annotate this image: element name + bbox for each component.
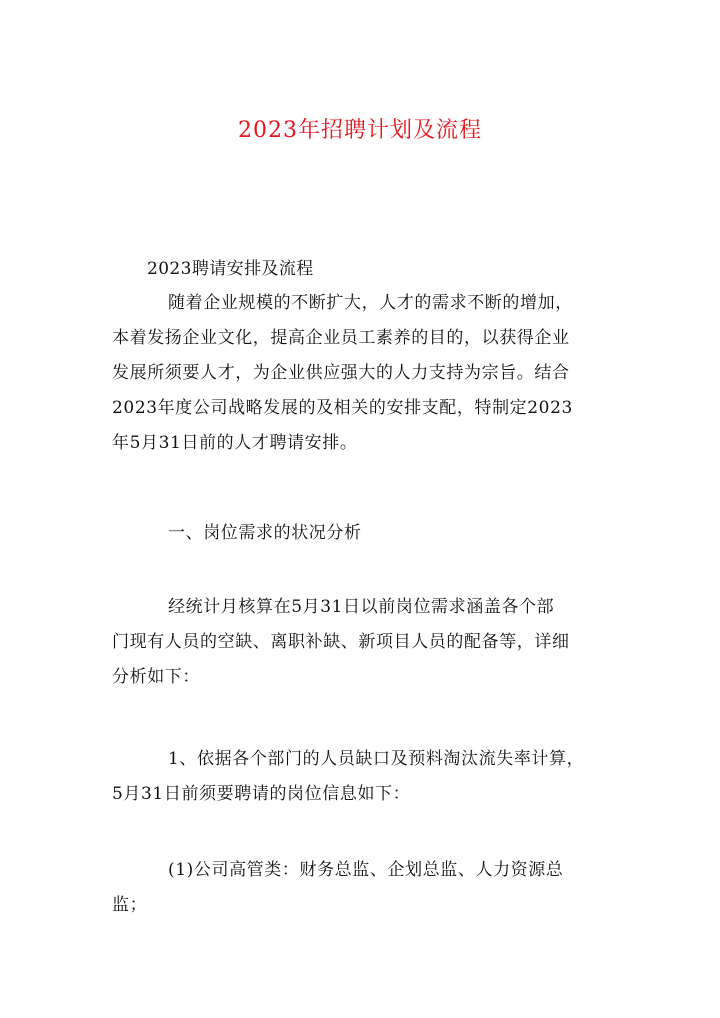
paragraph-line: (1)公司高管类：财务总监、企划总监、人力资源总	[168, 860, 564, 880]
plan-subtitle: 2023聘请安排及流程	[147, 259, 314, 279]
subitem-1-paragraph	[112, 853, 612, 923]
paragraph-line: 随着企业规模的不断扩大，人才的需求不断的增加，	[168, 293, 573, 313]
paragraph-line: 分析如下：	[112, 667, 200, 687]
section-heading	[112, 516, 612, 551]
intro-paragraph	[112, 286, 612, 461]
section-heading-text: 一、岗位需求的状况分析	[168, 523, 362, 543]
item-1-paragraph	[112, 742, 612, 812]
analysis-paragraph	[112, 590, 612, 695]
paragraph-line: 1、依据各个部门的人员缺口及预料淘汰流失率计算，	[168, 749, 585, 769]
paragraph-line: 2023年度公司战略发展的及相关的安排支配，特制定2023	[112, 398, 573, 418]
paragraph-line: 本着发扬企业文化，提高企业员工素养的目的，以获得企业	[112, 328, 570, 348]
paragraph-line: 门现有人员的空缺、离职补缺、新项目人员的配备等，详细	[112, 632, 570, 652]
paragraph-line: 年5月31日前的人才聘请安排。	[112, 433, 358, 453]
paragraph-line: 经统计月核算在5月31日以前岗位需求涵盖各个部	[168, 597, 555, 617]
paragraph-line: 监；	[112, 895, 148, 915]
document-title: 2023年招聘计划及流程	[238, 118, 482, 143]
paragraph-line: 发展所须要人才，为企业供应强大的人力支持为宗旨。结合	[112, 363, 570, 383]
paragraph-line: 5月31日前须要聘请的岗位信息如下：	[112, 784, 411, 804]
